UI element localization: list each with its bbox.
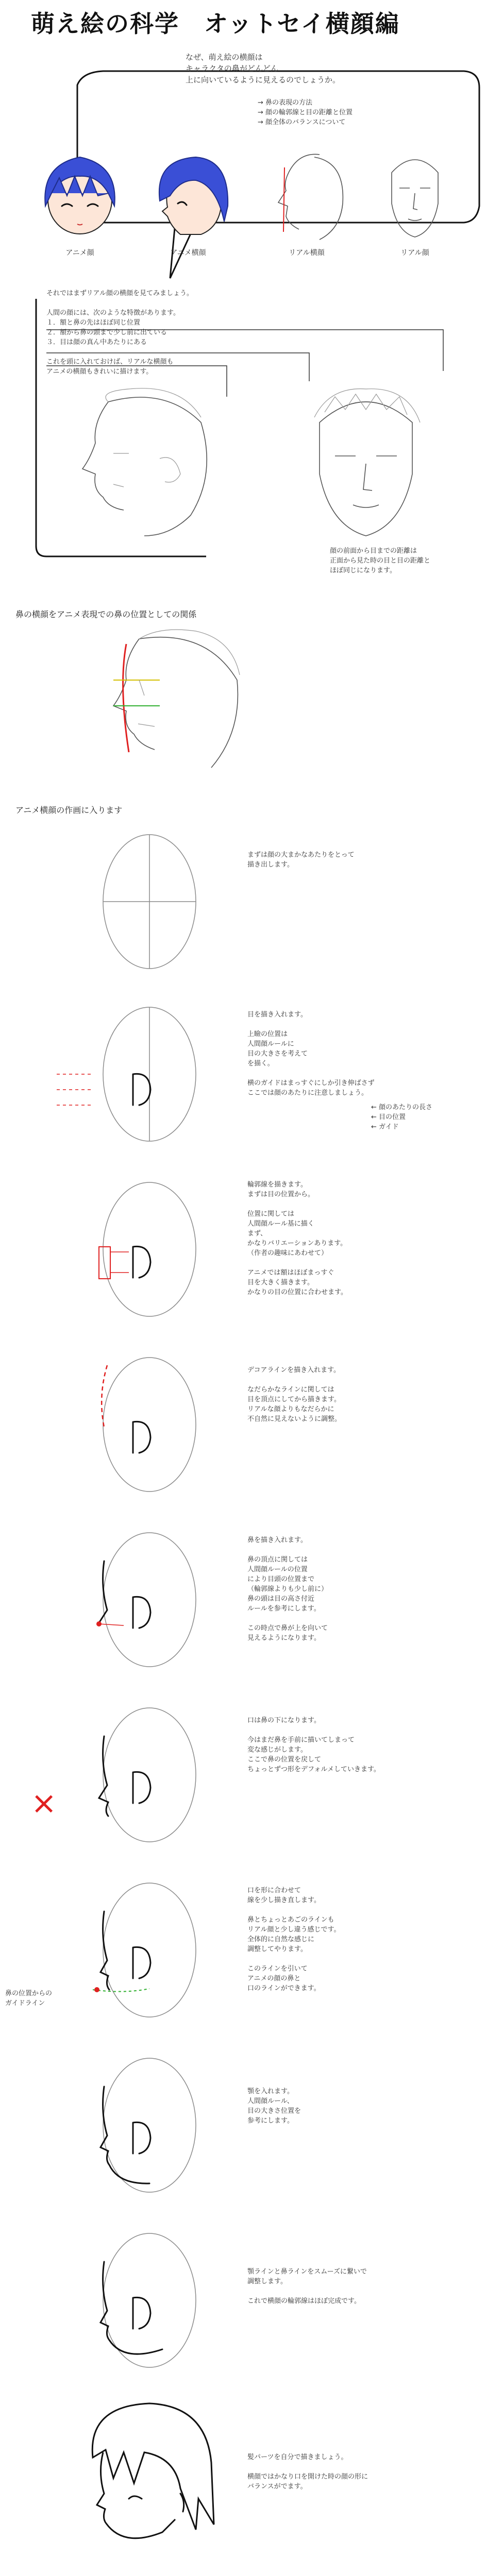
step-9-drawing: [72, 2221, 227, 2380]
real-side-head-large: [46, 381, 232, 546]
compare-note-right: 顔の前面から目までの距離は 正面から見た時の目と目の距離と ほぼ同じになります。: [330, 547, 431, 574]
step-2-drawing: [72, 994, 227, 1154]
label-anime-side: アニメ横顔: [170, 249, 206, 257]
detail-heading: 鼻の横顔をアニメ表現での鼻の位置としての関係: [15, 609, 197, 619]
label-real-side: リアル横顔: [289, 249, 325, 257]
step-6-wrong-mark: ×: [31, 1785, 57, 1821]
step-3-drawing: [72, 1170, 227, 1329]
step-8-drawing: [72, 2045, 227, 2205]
step-4-drawing: [72, 1345, 227, 1504]
step-9-text: 顎ラインと鼻ラインをスムーズに繋いで 調整します。 これで横顔の輪郭線はほぼ完成です。: [247, 2268, 367, 2305]
step-3-text: 輪郭線を描きます。 まずは目の位置から。 位置に関しては 人間顔ルール基に描く まず、 かなりバリエーションあります。 （作者の趣味にあわせて） アニメでは額はほぼまっすぐ 目を大きく描きます。 かなりの目の位置に合わせます。: [247, 1181, 347, 1296]
step-6-drawing: [72, 1695, 227, 1855]
step-5-text: 鼻を描き入れます。 鼻の頂点に関しては 人間顔ルールの位置 により目頭の位置まで （輪郭線よりも少し前に） 鼻の頭は目の高さ付近 ルールを参考にします。 この時点で鼻が上を向いて 見えるようになります。: [247, 1536, 328, 1642]
step-1-text: まずは顔の大まかなあたりをとって 描き出します。: [247, 851, 355, 869]
detail-profile-sketch: [82, 623, 268, 788]
step-4-text: デコアラインを描き入れます。 なだらかなラインに関しては 目を頂点にしてから描きます。 リアルな顔よりもなだらかに 不自然に見えないように調整。: [247, 1366, 342, 1423]
intro-bubble-text: なぜ、萌え絵の横顔は キャラクタの鼻がどんどん 上に向いているように見えるのでしょうか。: [186, 53, 341, 84]
compare-text: それではまずリアル顔の横顔を見てみましょう。 人間の顔には、次のような特徴があります。 １．額と鼻の先はほぼ同じ位置 ２．額から鼻の頭まで少し前に出ている ３．目は顔の真ん中あたりにある これを頭に入れておけば、リアルな横顔も アニメの横顔もきれいに描けます。: [46, 290, 193, 376]
step-2-side-note: ← 顔のあたりの長さ ← 目の位置 ← ガイド: [371, 1104, 433, 1131]
step-5-drawing: [72, 1520, 227, 1680]
step-7-drawing: [72, 1870, 227, 2030]
page-title: 萌え絵の科学 オットセイ横顔編: [31, 10, 400, 38]
label-anime-front: アニメ顔: [65, 249, 94, 257]
step-8-text: 顎を入れます。 人間顔ルール、 目の大きさ位置を 参考にします。: [247, 2088, 301, 2125]
anime-section-heading: アニメ横顔の作画に入ります: [15, 805, 123, 815]
step-6-text: 口は鼻の下になります。 今はまだ鼻を手前に描いてしまって 変な感じがします。 ここで鼻の位置を戻して ちょっとずつ形をデフォルメしていきます。: [247, 1717, 380, 1773]
intro-bubble-small: → 鼻の表現の方法 → 顔の輪郭線と目の距離と位置 → 顔全体のバランスについて: [258, 99, 353, 126]
label-real-front: リアル顔: [400, 249, 429, 257]
real-front-head-large: [278, 381, 454, 546]
anime-side-face: [139, 144, 237, 242]
step-7-side-note: 鼻の位置からの ガイドライン: [5, 1990, 53, 2007]
step-1-drawing: [72, 824, 227, 979]
step-2-text: 目を描き入れます。 上瞼の位置は 人間顔ルールに 目の大きさを考えて を描く。 横のガイドはまっすぐにしか引き伸ばさず ここでは顔のあたりに注意しましょう。: [247, 1011, 375, 1097]
step-7-text: 口を形に合わせて 線を少し描き直します。 鼻とちょっとあごのラインも リアル顔と少し違う感じです。 全体的に自然な感じに 調整してやります。 このラインを引いて アニメの顔の鼻と 口のラインができます。: [247, 1887, 341, 1992]
step-10-text: 髪パーツを自分で描きましょう。 横顔ではかなり口を開けた時の顔の形に バランスがでます。: [247, 2453, 368, 2490]
real-front-face-sketch: [366, 142, 464, 245]
real-side-face-sketch: [258, 142, 356, 245]
anime-front-face: [31, 144, 129, 242]
step-10-drawing: [57, 2396, 232, 2561]
